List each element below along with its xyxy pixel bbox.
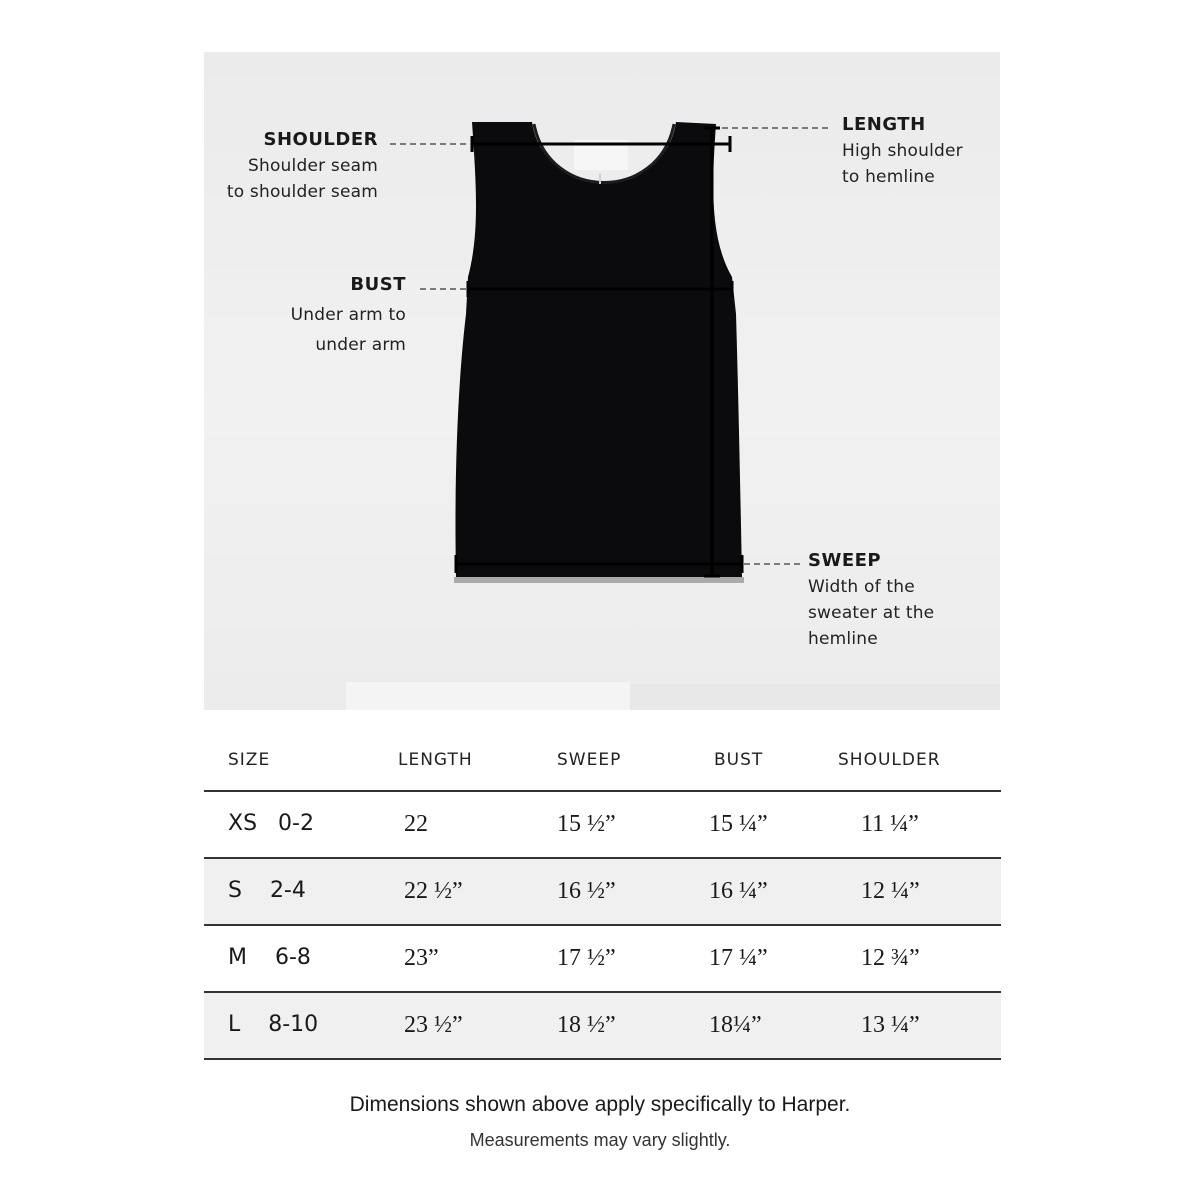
- sweep-callout: [808, 548, 934, 652]
- length-callout-desc-2: to hemline: [842, 167, 935, 187]
- sweep-callout-desc-3: hemline: [808, 629, 878, 649]
- row-shoulder: 12 ¾”: [861, 945, 920, 971]
- row-sweep: 16 ½”: [557, 878, 616, 904]
- shoulder-callout-desc-2: to shoulder seam: [226, 182, 378, 202]
- header-bust: BUST: [714, 750, 764, 770]
- row-shoulder: 13 ¼”: [861, 1012, 920, 1038]
- row-sweep: 15 ½”: [557, 811, 616, 837]
- garment-hem-shadow: [454, 577, 744, 583]
- table-row: [204, 790, 1001, 857]
- row-length: 22 ½”: [404, 878, 463, 904]
- tank-top-garment: [455, 122, 742, 577]
- bust-callout-title: BUST: [350, 274, 406, 295]
- length-callout-desc-1: High shoulder: [842, 141, 963, 161]
- size-chart-table: [204, 730, 1001, 1060]
- shoulder-callout-title: SHOULDER: [263, 129, 378, 150]
- table-row: [204, 924, 1001, 991]
- row-size: XS 0-2: [228, 811, 314, 836]
- row-sweep: 18 ½”: [557, 1012, 616, 1038]
- bust-callout: [291, 270, 406, 360]
- row-length: 22: [404, 811, 428, 837]
- row-length: 23”: [404, 945, 439, 971]
- row-bust: 18¼”: [709, 1012, 762, 1038]
- row-length: 23 ½”: [404, 1012, 463, 1038]
- header-sweep: SWEEP: [557, 750, 622, 770]
- length-callout: [842, 112, 963, 190]
- row-size: M 6-8: [228, 945, 311, 970]
- footnote-main: Dimensions shown above apply specifically to Harper.: [349, 1093, 851, 1116]
- header-size: SIZE: [228, 750, 271, 770]
- sweep-callout-title: SWEEP: [808, 550, 882, 571]
- header-length: LENGTH: [398, 750, 473, 770]
- sweep-callout-desc-1: Width of the: [808, 577, 915, 597]
- row-shoulder: 12 ¼”: [861, 878, 920, 904]
- row-bust: 15 ¼”: [709, 811, 768, 837]
- row-shoulder: 11 ¼”: [861, 811, 919, 837]
- row-bust: 16 ¼”: [709, 878, 768, 904]
- header-shoulder: SHOULDER: [838, 750, 941, 770]
- footnote-sub: Measurements may vary slightly.: [469, 1130, 731, 1150]
- shoulder-callout-desc-1: Shoulder seam: [247, 156, 378, 176]
- table-row: [204, 857, 1001, 924]
- row-size: S 2-4: [228, 878, 306, 903]
- sweep-callout-desc-2: sweater at the: [808, 603, 935, 623]
- shoulder-callout: [227, 127, 378, 205]
- table-header-row: [204, 730, 1001, 790]
- row-size: L 8-10: [228, 1012, 319, 1037]
- bust-callout-desc-1: Under arm to: [290, 305, 406, 325]
- bust-callout-desc-2: under arm: [315, 335, 406, 355]
- table-row: [204, 991, 1001, 1060]
- row-sweep: 17 ½”: [557, 945, 616, 971]
- length-callout-title: LENGTH: [842, 114, 926, 135]
- row-bust: 17 ¼”: [709, 945, 768, 971]
